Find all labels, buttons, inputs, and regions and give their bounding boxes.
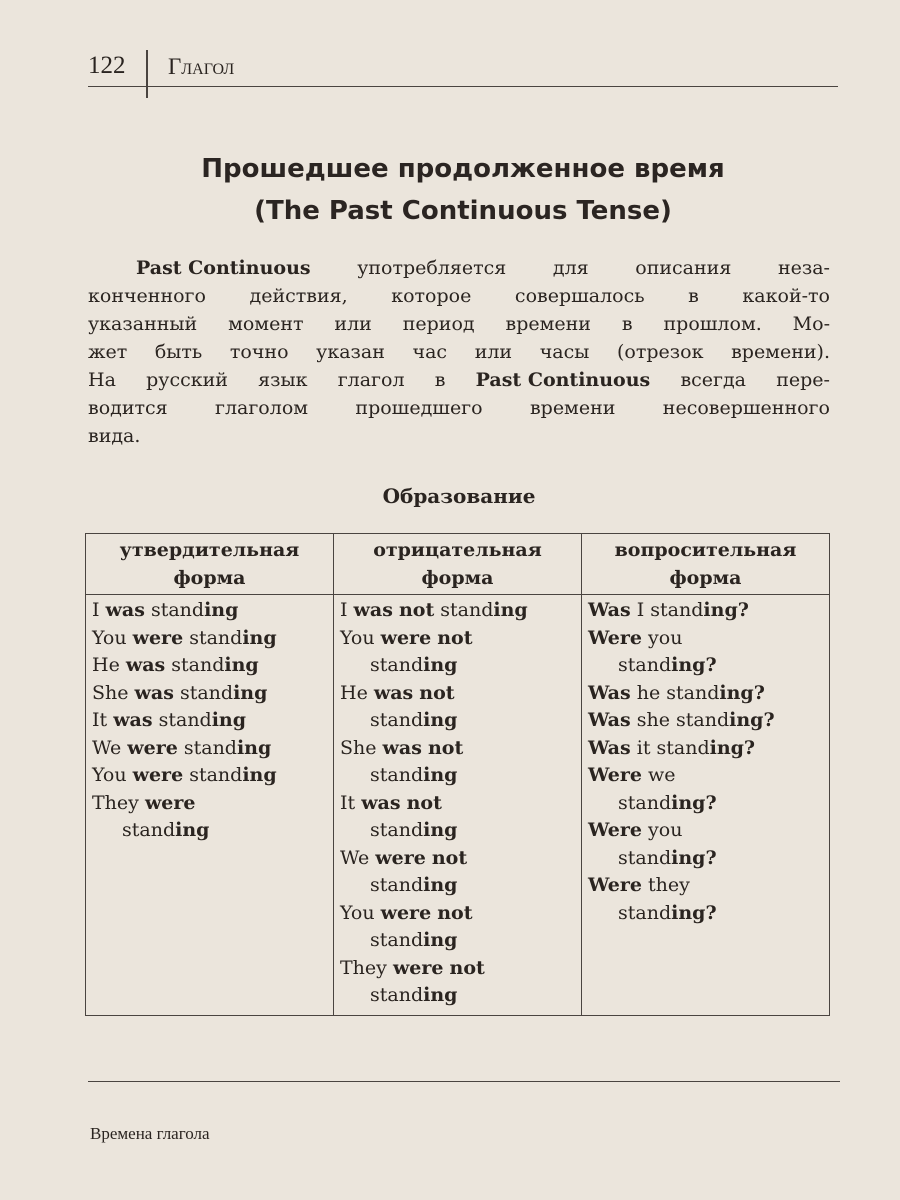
table-line: She was standing (92, 681, 268, 704)
table-line: Were you (588, 819, 683, 841)
footer-divider (88, 1081, 840, 1082)
paragraph-line: вида. (88, 425, 141, 447)
table-line: Was he standing? (588, 681, 765, 704)
column-header: отрицательная форма (334, 534, 582, 595)
title-line-english: (The Past Continuous Tense) (254, 196, 672, 226)
table-line: standing? (618, 791, 717, 814)
body-paragraph (88, 254, 830, 450)
header-divider (146, 50, 148, 98)
column-header: утвердительная форма (86, 534, 334, 595)
table-line: Was I standing? (588, 599, 749, 621)
page-title (88, 148, 838, 232)
table-column-cell (582, 595, 830, 1016)
table-line: Was it standing? (588, 736, 756, 759)
table-line: I was not standing (340, 599, 528, 621)
paragraph-line: указанный момент или период времени в прошлом. Мо- (88, 313, 830, 335)
table-line: You were not (340, 626, 473, 649)
table-line: standing (122, 819, 210, 841)
table-line: standing? (618, 654, 717, 676)
table-line: Were we (588, 764, 676, 786)
table-line: You were standing (92, 626, 277, 649)
table-line: Were you (588, 626, 683, 649)
table-line: standing? (618, 901, 717, 924)
table-line: It was standing (92, 709, 247, 731)
paragraph-line: конченного действия, которое совершалось в какой-то (88, 285, 830, 307)
table-line: You were not (340, 901, 473, 924)
table-column-cell (86, 595, 334, 1016)
subheading: Образование (382, 484, 536, 508)
table-line: standing (370, 819, 458, 841)
paragraph-line: На русский язык глагол в Past Continuous всегда пере- (88, 369, 830, 391)
table-line: standing (370, 874, 458, 896)
table-line: standing (370, 929, 458, 951)
table-line: He was not (340, 681, 455, 704)
table-line: It was not (340, 791, 442, 814)
table-line: standing (370, 709, 458, 731)
table-line: They were (92, 791, 196, 814)
running-header (88, 50, 838, 87)
paragraph-line: Past Continuous употребляется для описания неза- (136, 257, 830, 279)
section-title: Глагол (168, 54, 235, 79)
table-line: standing (370, 654, 458, 676)
conjugation-table (85, 533, 830, 1016)
table-line: We were standing (92, 736, 272, 759)
table-line: She was not (340, 736, 464, 759)
title-line-russian: Прошедшее продолженное время (201, 154, 725, 184)
table-column-cell (334, 595, 582, 1016)
table-line: We were not (340, 846, 468, 869)
table-line: They were not (340, 956, 485, 979)
paragraph-line: жет быть точно указан час или часы (отрезок времени). (88, 341, 830, 363)
table-line: Were they (588, 874, 690, 896)
footer-text: Времена глагола (90, 1124, 210, 1143)
table-line: He was standing (92, 654, 259, 676)
table-line: standing (370, 764, 458, 786)
table-line: You were standing (92, 764, 277, 786)
table-line: standing? (618, 846, 717, 869)
table-line: Was she standing? (588, 709, 775, 731)
column-header: вопросительная форма (582, 534, 830, 595)
paragraph-line: водится глаголом прошедшего времени несовершенного (88, 397, 830, 419)
page-number: 122 (88, 52, 126, 79)
table-line: I was standing (92, 599, 239, 621)
table-line: standing (370, 984, 458, 1006)
